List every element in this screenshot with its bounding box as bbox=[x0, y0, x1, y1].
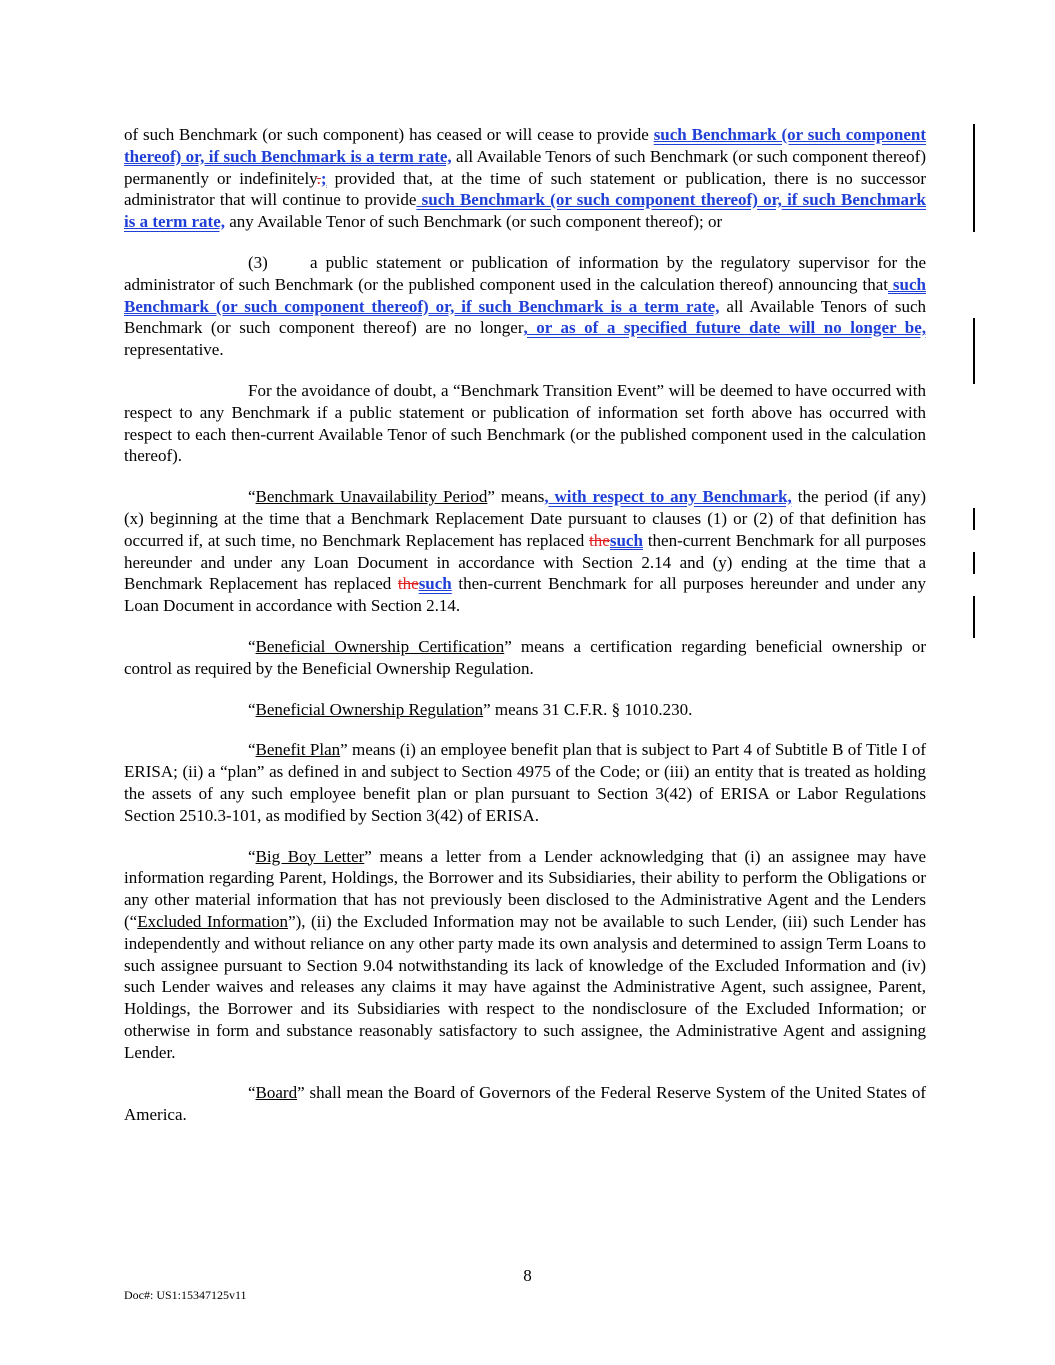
paragraph-benchmark-cessation: of such Benchmark (or such component) has ceased or will cease to provide such Benchmark (or such component thereof) or, if such Benchmark is a term rate, all Available Tenors of such Benchmark (or such component thereof) permanently or indefinitely.; provided that, at the time of such statement or publication, there is no successor administrator that will continue to provide such Benchmark (or such component thereof) or, if such Benchmark is a term rate, any Available Tenor of such Benchmark (or such component thereof); or bbox=[124, 125, 926, 232]
defined-term: Beneficial Ownership Certification bbox=[255, 636, 505, 656]
inserted-text: , with respect to any Benchmark, bbox=[544, 487, 792, 507]
defined-term: Board bbox=[255, 1083, 298, 1103]
inserted-text: such Benchmark (or such component thereof) or, if such Benchmark is a term rate, bbox=[124, 274, 926, 316]
definition-benefit-plan: “Benefit Plan” means (i) an employee benefit plan that is subject to Part 4 of Subtitle B of Title I of ERISA; (ii) a “plan” as defined in and subject to Section 4975 of the Code; or (iii) an entity that is treated as holding the assets of any such employee benefit plan or plan pursuant to Section 3(42) of ERISA or Labor Regulations Section 2510.3-101, as modified by Section 3(42) of ERISA. bbox=[124, 740, 926, 825]
definition-benchmark-unavailability-period: “Benchmark Unavailability Period” means, with respect to any Benchmark, the period (if any) (x) beginning at the time that a Benchmark Replacement Date pursuant to clauses (1) or (2) of that definition has occurred if, at such time, no Benchmark Replacement has replaced thesuch then-current Benchmark for all purposes hereunder and under any Loan Document in accordance with Section 2.14 and (y) ending at the time that a Benchmark Replacement has replaced thesuch then-current Benchmark for all purposes hereunder and under any Loan Document in accordance with Section 2.14. bbox=[124, 487, 926, 616]
inserted-text: ; bbox=[320, 168, 327, 188]
change-bar bbox=[973, 318, 975, 384]
defined-term: Beneficial Ownership Regulation bbox=[255, 699, 484, 719]
inserted-text: such Benchmark (or such component thereof) or, if such Benchmark is a term rate, bbox=[124, 190, 926, 232]
document-body bbox=[124, 124, 926, 1145]
inserted-text: such bbox=[609, 530, 643, 550]
paragraph-clause-3: (3) a public statement or publication of information by the regulatory supervisor for the administrator of such Benchmark (or the published component used in the calculation thereof) announcing that such Benchmark (or such component thereof) or, if such Benchmark is a term rate, all Available Tenors of such Benchmark (or such component thereof) are no longer, or as of a specified future date will no longer be, representative. bbox=[124, 252, 926, 360]
deleted-text: the bbox=[397, 574, 419, 594]
defined-term: Benchmark Unavailability Period bbox=[255, 487, 488, 507]
definition-beneficial-ownership-certification: “Beneficial Ownership Certification” means a certification regarding beneficial ownership or control as required by the Beneficial Ownership Regulation. bbox=[124, 636, 926, 678]
change-bar bbox=[973, 596, 975, 638]
change-bar bbox=[973, 552, 975, 574]
change-bar bbox=[973, 508, 975, 530]
inserted-text: such Benchmark (or such component thereof) or, if such Benchmark is a term rate, bbox=[124, 125, 926, 166]
definition-beneficial-ownership-regulation: “Beneficial Ownership Regulation” means 31 C.F.R. § 1010.230. bbox=[248, 699, 693, 719]
definition-big-boy-letter: “Big Boy Letter” means a letter from a Lender acknowledging that (i) an assignee may have information regarding Parent, Holdings, the Borrower and its Subsidiaries, their ability to perform the Obligations or any other material information that has not previously been disclosed to the Administrative Agent and the Lenders (“Excluded Information”), (ii) the Excluded Information may not be available to such Lender, (iii) such Lender has independently and without reliance on any other party made its own analysis and determined to assign Term Loans to such assignee pursuant to Section 9.04 notwithstanding its lack of knowledge of the Excluded Information and (iv) such Lender waives and releases any claims it may have against the Administrative Agent, such assignee, Parent, Holdings, the Borrower and its Subsidiaries with respect to the nondisclosure of the Excluded Information; or otherwise in form and substance reasonably satisfactory to such assignee, the Administrative Agent and assigning Lender. bbox=[124, 846, 927, 1062]
defined-term: Benefit Plan bbox=[255, 740, 341, 760]
clause-number: (3) bbox=[248, 252, 268, 272]
definition-board: “Board” shall mean the Board of Governors of the Federal Reserve System of the United States of America. bbox=[124, 1083, 926, 1125]
defined-term: Big Boy Letter bbox=[255, 846, 365, 866]
inserted-text: such bbox=[418, 574, 452, 594]
document-id: Doc#: US1:15347125v11 bbox=[124, 1288, 247, 1302]
page-number: 8 bbox=[523, 1266, 532, 1285]
deleted-text: the bbox=[589, 530, 610, 550]
deleted-text: . bbox=[316, 168, 321, 188]
change-bar bbox=[973, 124, 975, 232]
defined-term: Excluded Information bbox=[137, 911, 289, 931]
inserted-text: , or as of a specified future date will no longer be, bbox=[523, 318, 926, 338]
paragraph-avoidance-of-doubt: For the avoidance of doubt, a “Benchmark Transition Event” will be deemed to have occurred with respect to any Benchmark if a public statement or publication of information set forth above has occurred with respect to each then-current Available Tenor of such Benchmark (or the published component used in the calculation thereof). bbox=[124, 380, 926, 466]
